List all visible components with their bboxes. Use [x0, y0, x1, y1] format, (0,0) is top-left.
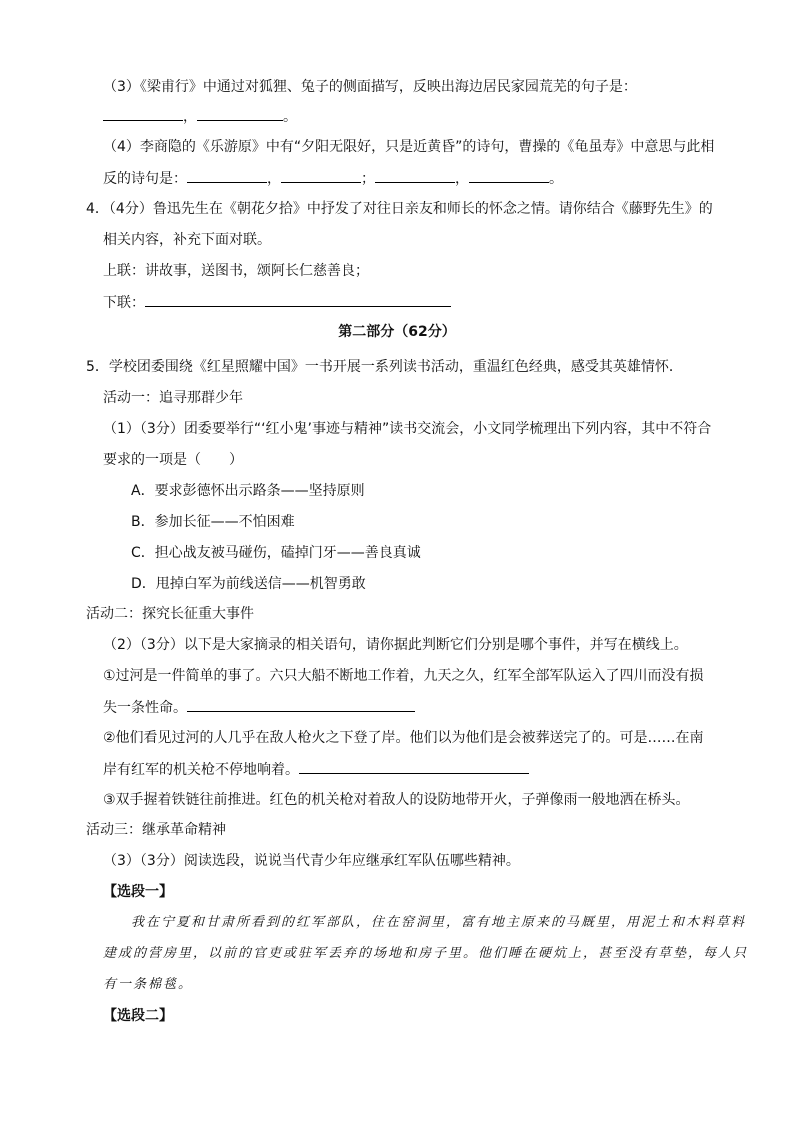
selection1-label: 【选段一】: [103, 884, 173, 900]
q3-item4-line1: （4）李商隐的《乐游原》中有“夕阳无限好，只是近黄昏”的诗句，曹操的《龟虽寿》中意思与此相: [103, 139, 715, 155]
q5-quote2-line1: ②他们看见过河的人几乎在敌人枪火之下登了岸。他们以为他们是会被葬送完了的。可是……在南: [103, 730, 704, 746]
punct-period: 。: [549, 171, 563, 187]
selection2-label: 【选段二】: [103, 1008, 173, 1024]
q4-lower-label: 下联：: [103, 295, 145, 311]
q5-quote2-text: 岸有红军的机关枪不停地响着。: [103, 762, 299, 778]
q5-quote1-line1: ①过河是一件简单的事了。六只大船不断地工作着，九天之久，红军全部军队运入了四川而没有损: [103, 668, 704, 684]
option-a[interactable]: A．要求彭德怀出示路条——坚持原则: [131, 483, 365, 499]
answer-blank[interactable]: [187, 697, 415, 712]
q5-intro: 5．学校团委围绕《红星照耀中国》一书开展一系列读书活动，重温红色经典，感受其英雄情怀．: [86, 359, 683, 375]
q5-quote2-line2: [103, 759, 529, 780]
punct-comma: ，: [267, 171, 281, 187]
q5-sub1-line1: （1）（3分）团委要举行“‘红小鬼’事迹与精神”读书交流会，小文同学梳理出下列内容，其中不符合: [103, 421, 712, 437]
answer-blank[interactable]: [281, 168, 361, 183]
option-d[interactable]: D．甩掉白军为前线送信——机智勇敢: [131, 576, 366, 592]
q5-sub1-line2: 要求的一项是（ ）: [103, 452, 243, 468]
answer-blank[interactable]: [187, 168, 267, 183]
q3-item4-line2: [103, 168, 563, 189]
q5-activity2: 活动二：探究长征重大事件: [86, 606, 254, 622]
q5-quote1-line2: [103, 697, 415, 718]
punct-comma: ，: [455, 171, 469, 187]
part2-title: 第二部分（62分）: [338, 324, 456, 340]
selection1-line1: 我在宁夏和甘肃所看到的红军部队，住在窑洞里，富有地主原来的马厩里，用泥土和木料草料: [131, 915, 747, 930]
option-b[interactable]: B．参加长征——不怕困难: [131, 514, 295, 530]
q5-quote3: ③双手握着铁链往前推进。红色的机关枪对着敌人的设防地带开火，子弹像雨一般地洒在桥头。: [103, 792, 690, 808]
q3-item3-text: （3）《梁甫行》中通过对狐狸、兔子的侧面描写，反映出海边居民家园荒芜的句子是：: [103, 79, 637, 95]
q3-item4-prefix: 反的诗句是：: [103, 171, 187, 187]
q4-line2: 相关内容，补充下面对联。: [103, 232, 271, 248]
answer-blank[interactable]: [299, 759, 529, 774]
q5-sub3: （3）（3分）阅读选段，说说当代青少年应继承红军队伍哪些精神。: [103, 853, 520, 869]
q3-item3-sep: ，: [183, 109, 197, 125]
q3-item3-answer-line: [103, 106, 297, 127]
q5-activity3: 活动三：继承革命精神: [86, 822, 226, 838]
answer-blank[interactable]: [469, 168, 549, 183]
answer-blank[interactable]: [145, 292, 451, 307]
q5-activity1: 活动一：追寻那群少年: [103, 390, 243, 406]
option-c[interactable]: C．担心战友被马碰伤，磕掉门牙——善良真诚: [131, 545, 421, 561]
selection1-line2: 建成的营房里，以前的官吏或驻军丢弃的场地和房子里。他们睡在硬炕上，甚至没有草垫，每人只: [103, 946, 749, 961]
selection1-line3: 有一条棉毯。: [103, 977, 194, 992]
q4-upper-couplet: 上联：讲故事，送图书，颂阿长仁慈善良；: [103, 263, 369, 279]
punct-semicolon: ；: [361, 171, 375, 187]
q4-line1: 4．（4分）鲁迅先生在《朝花夕拾》中抒发了对往日亲友和师长的怀念之情。请你结合《藤野先生》的: [86, 201, 713, 217]
answer-blank[interactable]: [375, 168, 455, 183]
q5-quote1-text: 失一条性命。: [103, 700, 187, 716]
answer-blank[interactable]: [197, 106, 283, 121]
q4-lower-couplet: [103, 292, 451, 313]
answer-blank[interactable]: [103, 106, 183, 121]
q3-item3-end: 。: [283, 109, 297, 125]
q5-sub2: （2）（3分）以下是大家摘录的相关语句，请你据此判断它们分别是哪个事件，并写在横线上。: [103, 637, 688, 653]
